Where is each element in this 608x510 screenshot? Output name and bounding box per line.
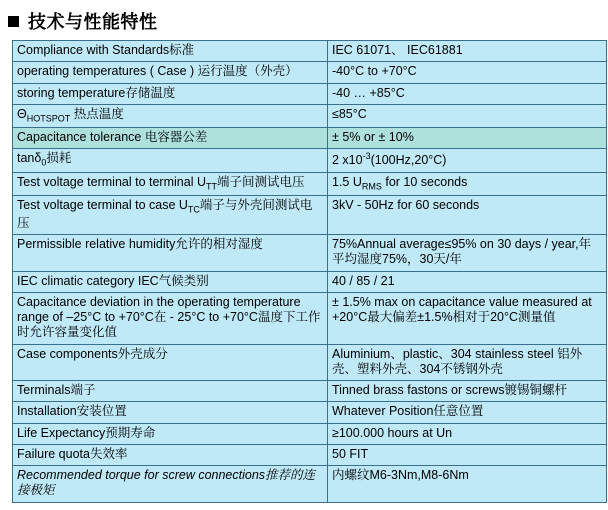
specifications-table (12, 40, 607, 503)
row-label-text-post: 损耗 (46, 151, 72, 166)
row-label-text: Θ (17, 106, 27, 121)
row-label-text-post: 热点温度 (70, 106, 124, 121)
row-label (13, 104, 328, 127)
table-row (13, 271, 607, 292)
row-label-subscript: TT (205, 181, 217, 192)
table-row (13, 149, 607, 172)
table-row (13, 444, 607, 465)
row-label-text: Permissible relative humidity允许的相对湿度 (17, 237, 263, 252)
row-label (13, 466, 328, 503)
row-label (13, 271, 328, 292)
row-value-text: 50 FIT (332, 446, 369, 461)
row-value (328, 381, 607, 402)
row-label-text: IEC climatic category IEC气候类别 (17, 273, 209, 288)
row-label-text: Life Expectancy预期寿命 (17, 425, 156, 440)
row-label (13, 128, 328, 149)
row-label-text-post: 端子间测试电压 (216, 174, 305, 189)
row-label-subscript: HOTSPOT (26, 113, 71, 124)
row-value-text: 75%Annual average≤95% on 30 days / year,年平均湿度75%，30天/年 (332, 237, 592, 267)
row-value (328, 444, 607, 465)
table-row (13, 381, 607, 402)
table-row (13, 423, 607, 444)
table-row (13, 292, 607, 344)
square-bullet-icon (8, 16, 19, 27)
row-value (328, 196, 607, 235)
row-label-text: Capacitance tolerance 电容器公差 (17, 130, 208, 145)
row-value (328, 104, 607, 127)
row-label (13, 196, 328, 235)
row-value-text: 40 / 85 / 21 (332, 273, 395, 288)
row-label (13, 41, 328, 62)
row-value-text: 3kV - 50Hz for 60 seconds (332, 198, 480, 213)
row-label (13, 172, 328, 195)
row-value (328, 62, 607, 83)
table-row (13, 344, 607, 381)
row-label (13, 62, 328, 83)
row-label (13, 149, 328, 172)
row-value (328, 149, 607, 172)
row-label (13, 292, 328, 344)
row-value (328, 271, 607, 292)
row-value-text: ± 5% or ± 10% (332, 130, 414, 145)
row-value-text: Aluminium、plastic、304 stainless steel 铝外壳、塑料外壳、304不锈钢外壳 (332, 346, 583, 376)
table-row (13, 128, 607, 149)
row-value-text: 1.5 U (332, 174, 362, 189)
row-value (328, 41, 607, 62)
table-row (13, 104, 607, 127)
row-label-subscript: 0 (41, 157, 47, 168)
row-label-text: storing temperature存储温度 (17, 85, 176, 100)
row-value (328, 172, 607, 195)
row-value (328, 128, 607, 149)
row-label (13, 444, 328, 465)
row-value-text: ≥100.000 hours at Un (332, 425, 453, 440)
row-value-text-post: for 10 seconds (385, 174, 468, 189)
row-label-text: tanδ (17, 151, 42, 166)
row-label (13, 381, 328, 402)
row-label-text: Test voltage terminal to terminal U (17, 174, 206, 189)
row-value (328, 83, 607, 104)
row-value-text: -40 … +85°C (332, 85, 405, 100)
table-row (13, 62, 607, 83)
row-value-text: ≤85°C (332, 106, 367, 121)
row-value-text: -40°C to +70°C (332, 64, 417, 79)
table-row (13, 172, 607, 195)
row-label (13, 83, 328, 104)
row-value (328, 235, 607, 272)
page-title-text: 技术与性能特性 (28, 12, 158, 32)
row-value-text-post: (100Hz,20°C) (370, 153, 447, 168)
table-row (13, 402, 607, 423)
row-value (328, 402, 607, 423)
row-label-text: Case components外壳成分 (17, 346, 168, 361)
row-value (328, 344, 607, 381)
row-label-subscript: TC (187, 204, 200, 215)
table-row (13, 83, 607, 104)
table-row (13, 235, 607, 272)
row-label (13, 344, 328, 381)
row-value-text: Whatever Position任意位置 (332, 404, 484, 419)
row-value-subscript: RMS (361, 181, 382, 192)
row-value-text: IEC 61071、 IEC61881 (332, 43, 463, 57)
table-row (13, 41, 607, 62)
page-title (0, 0, 608, 40)
row-label (13, 402, 328, 423)
table-body (13, 41, 607, 503)
row-value-text: 内螺纹M6-3Nm,M8-6Nm (332, 468, 469, 483)
row-label-text: Failure quota失效率 (17, 446, 128, 461)
row-value-text: Tinned brass fastons or screws镀锡铜螺杆 (332, 383, 568, 398)
row-label-text: Compliance with Standards标准 (17, 43, 195, 57)
row-label-text: Capacitance deviation in the operating temperature range of –25°C to +70°C在 - 25°C to +70°C温度下工作时允许容量变化值 (17, 294, 321, 340)
row-label (13, 423, 328, 444)
table-row (13, 196, 607, 235)
row-label-text-post: 端子与外壳间测试电压 (17, 198, 313, 230)
row-label-text: operating temperatures ( Case ) 运行温度（外壳） (17, 64, 298, 79)
row-label (13, 235, 328, 272)
row-label-text: Installation安装位置 (17, 404, 127, 419)
row-value-superscript: -3 (362, 151, 371, 162)
row-label-text: Terminals端子 (17, 383, 96, 398)
table-row (13, 466, 607, 503)
row-value (328, 466, 607, 503)
row-value (328, 423, 607, 444)
row-value-text: ± 1.5% max on capacitance value measured at +20°C最大偏差±1.5%相对于20°C测量值 (332, 294, 592, 325)
row-value-text: 2 x10 (332, 153, 363, 168)
row-label-text: Recommended torque for screw connections推荐的连接极矩 (17, 468, 316, 498)
row-value (328, 292, 607, 344)
row-label-text: Test voltage terminal to case U (17, 198, 188, 213)
